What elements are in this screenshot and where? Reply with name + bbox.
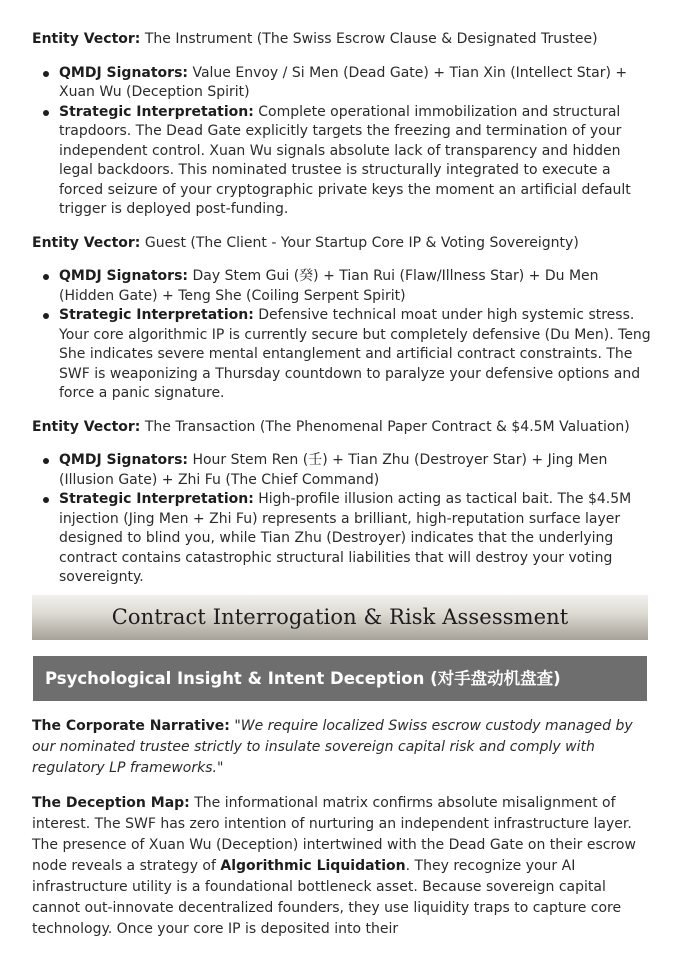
entity-vector-list bbox=[32, 30, 652, 602]
entity-vector-label: Entity Vector: bbox=[32, 234, 141, 251]
list-item bbox=[32, 490, 652, 588]
item-text: Defensive technical moat under high systemic stress. Your core algorithmic IP is currently secure but completely defensive (Du Men). Teng She indicates severe mental entanglement and artificial contract constraints. The SWF is weaponizing a Thursday countdown to paralyze your defensive options and force a panic signature. bbox=[59, 307, 651, 401]
entity-vector-transaction bbox=[32, 418, 652, 438]
list-item bbox=[32, 267, 652, 306]
bullet-icon bbox=[43, 274, 49, 280]
bullet-icon bbox=[43, 110, 49, 116]
bullet-icon bbox=[43, 313, 49, 319]
item-text: Day Stem Gui (癸) + Tian Rui (Flaw/Illness Star) + Du Men (Hidden Gate) + Teng She (Coiling Serpent Spirit) bbox=[59, 268, 599, 304]
signator-list bbox=[32, 64, 652, 220]
entity-vector-guest bbox=[32, 234, 652, 254]
list-item bbox=[32, 306, 652, 404]
entity-vector-label: Entity Vector: bbox=[32, 418, 141, 435]
bullet-icon bbox=[43, 497, 49, 503]
entity-vector-text: The Transaction (The Phenomenal Paper Contract & $4.5M Valuation) bbox=[144, 418, 630, 435]
deception-map bbox=[32, 793, 652, 940]
item-text: Hour Stem Ren (壬) + Tian Zhu (Destroyer Star) + Jing Men (Illusion Gate) + Zhi Fu (The Chief Command) bbox=[59, 452, 608, 488]
deception-map-text: The informational matrix confirms absolute misalignment of interest. The SWF has zero intention of nurturing an independent infrastructure layer. The presence of Xuan Wu (Deception) intertwined with the Dead Gate on their escrow node reveals a strategy of bbox=[32, 795, 636, 874]
corporate-narrative bbox=[32, 716, 652, 779]
item-text: High-profile illusion acting as tactical bait. The $4.5M injection (Jing Men + Zhi Fu) represents a brilliant, high-reputation surface layer designed to blind you, while Tian Zhu (Destroyer) indicates that the underlying contract contains catastrophic structural liabilities that will destroy your voting sovereignty. bbox=[59, 491, 632, 585]
bullet-icon bbox=[43, 458, 49, 464]
signator-list bbox=[32, 267, 652, 404]
deception-map-term: Algorithmic Liquidation bbox=[220, 858, 406, 874]
item-label: QMDJ Signators: bbox=[59, 452, 189, 468]
bullet-icon bbox=[43, 71, 49, 77]
item-label: QMDJ Signators: bbox=[59, 64, 189, 81]
signator-list bbox=[32, 451, 652, 588]
subsection-title: Psychological Insight & Intent Deception (对手盘动机盘查) bbox=[45, 668, 561, 688]
narrative-quote: "We require localized Swiss escrow custody managed by our nominated trustee strictly to insulate sovereign capital risk and comply with regulatory LP frameworks." bbox=[32, 718, 633, 776]
item-label: QMDJ Signators: bbox=[59, 268, 189, 284]
item-label: Strategic Interpretation: bbox=[59, 103, 254, 120]
section-banner bbox=[32, 595, 648, 640]
list-item bbox=[32, 103, 652, 220]
entity-vector-label: Entity Vector: bbox=[32, 31, 141, 47]
deception-map-text-continued: . They recognize your AI infrastructure utility is a foundational bottleneck asset. Because sovereign capital cannot out-innovate decentralized founders, they use liquidity traps to capture core technology. Once your core IP is deposited into their bbox=[32, 858, 622, 937]
list-item bbox=[32, 451, 652, 490]
analysis-body bbox=[32, 716, 652, 954]
item-label: Strategic Interpretation: bbox=[59, 307, 254, 323]
deception-map-label: The Deception Map: bbox=[32, 795, 190, 811]
entity-vector-text: The Instrument (The Swiss Escrow Clause & Designated Trustee) bbox=[144, 31, 598, 47]
item-text: Value Envoy / Si Men (Dead Gate) + Tian Xin (Intellect Star) + Xuan Wu (Deception Spirit) bbox=[59, 64, 628, 100]
entity-vector-text: Guest (The Client - Your Startup Core IP & Voting Sovereignty) bbox=[144, 234, 579, 251]
list-item bbox=[32, 64, 652, 103]
narrative-label: The Corporate Narrative: bbox=[32, 718, 230, 734]
banner-title: Contract Interrogation & Risk Assessment bbox=[111, 604, 569, 629]
subsection-header bbox=[33, 656, 647, 701]
item-text: Complete operational immobilization and structural trapdoors. The Dead Gate explicitly targets the freezing and termination of your independent control. Xuan Wu signals absolute lack of transparency and hidden legal backdoors. This nominated trustee is structurally integrated to execute a forced seizure of your cryptographic private keys the moment an artificial default trigger is deployed post-funding. bbox=[59, 103, 631, 217]
item-label: Strategic Interpretation: bbox=[59, 491, 254, 507]
entity-vector-instrument bbox=[32, 30, 652, 50]
